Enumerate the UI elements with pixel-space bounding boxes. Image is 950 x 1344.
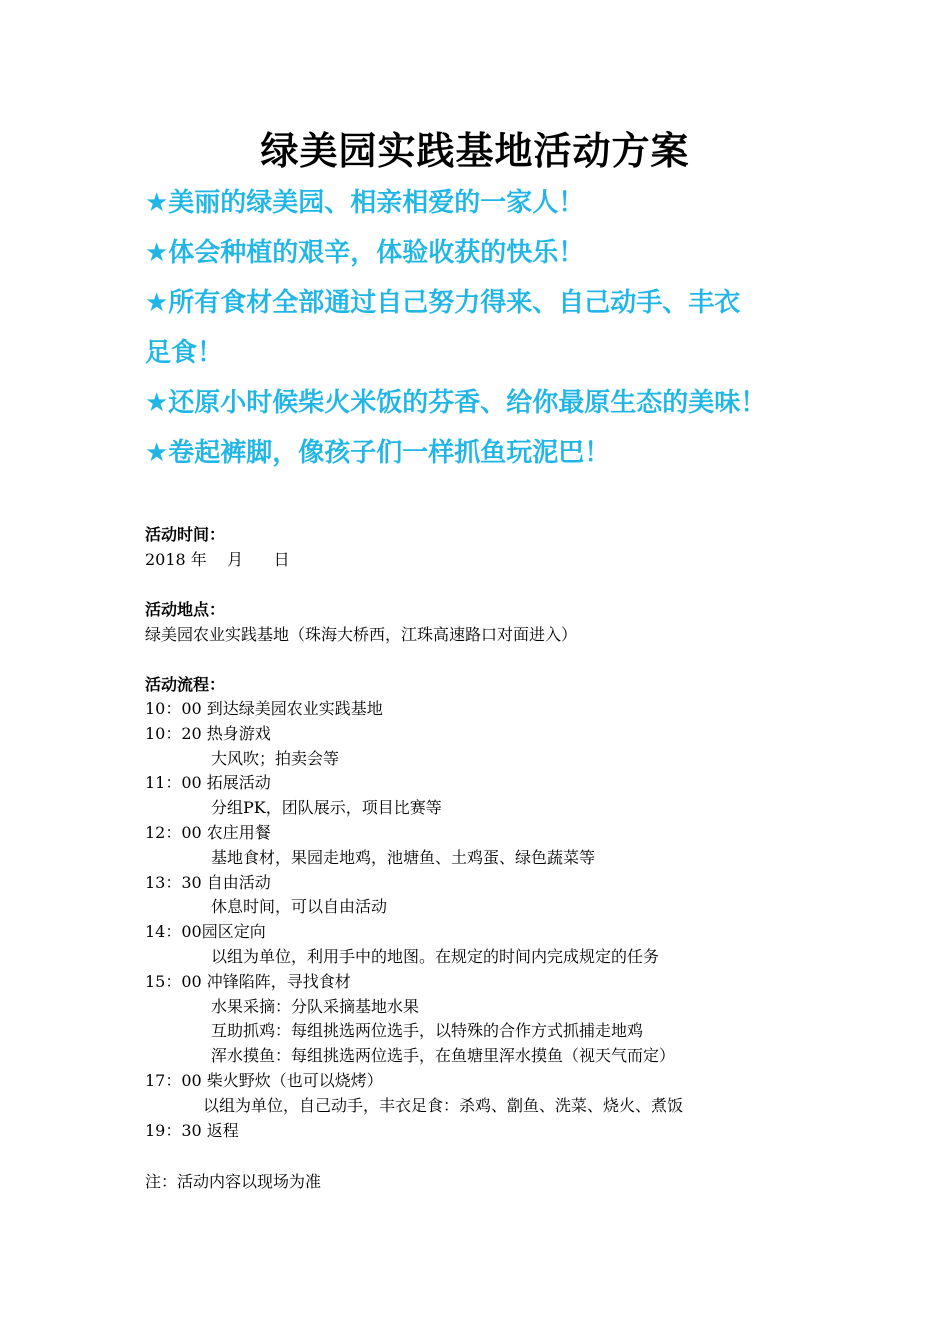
process-section: [145, 672, 845, 1143]
schedule-row: 10：20 热身游戏: [145, 723, 271, 743]
slogan-line: ★体会种植的艰辛，体验收获的快乐！: [145, 238, 585, 268]
slogan-line: ★还原小时候柴火米饭的芬香、给你最原生态的美味！: [145, 388, 767, 418]
process-label: 活动流程：: [145, 675, 226, 694]
slogan-line: 足食！: [145, 338, 224, 368]
schedule-row: 13：30 自由活动: [145, 872, 271, 892]
schedule-detail: 浑水摸鱼：每组挑选两位选手，在鱼塘里浑水摸鱼（视天气而定）: [211, 1046, 676, 1066]
schedule-detail: 互助抓鸡：每组挑选两位选手，以特殊的合作方式抓捕走地鸡: [211, 1021, 644, 1041]
schedule-row: 11：00 拓展活动: [145, 773, 271, 793]
note-text: 注：活动内容以现场为准: [145, 1172, 322, 1191]
slogan-line: ★美丽的绿美园、相亲相爱的一家人！: [145, 188, 585, 218]
time-section: [145, 522, 845, 572]
time-label: 活动时间：: [145, 525, 226, 544]
schedule-row: 19：30 返程: [145, 1120, 239, 1140]
place-value: 绿美园农业实践基地（珠海大桥西，江珠高速路口对面进入）: [145, 625, 578, 644]
schedule-detail: 分组PK，团队展示，项目比赛等: [211, 798, 442, 818]
schedule-row: 10：00 到达绿美园农业实践基地: [145, 699, 383, 718]
place-section: [145, 597, 845, 647]
schedule-row: 15：00 冲锋陷阵，寻找食材: [145, 971, 351, 991]
document-title: 绿美园实践基地活动方案: [260, 129, 690, 173]
schedule-detail: 休息时间，可以自由活动: [211, 897, 388, 917]
slogan-line: ★卷起裤脚，像孩子们一样抓鱼玩泥巴！: [145, 438, 611, 468]
schedule-detail: 水果采摘：分队采摘基地水果: [211, 996, 420, 1016]
schedule-detail: 大风吹；拍卖会等: [211, 748, 340, 768]
schedule-detail: 基地食材，果园走地鸡，池塘鱼、土鸡蛋、绿色蔬菜等: [211, 847, 596, 867]
schedule-row: 17：00 柴火野炊（也可以烧烤）: [145, 1070, 383, 1090]
place-label: 活动地点：: [145, 600, 226, 619]
schedule-row: 14：00园区定向: [145, 922, 266, 942]
note-section: [145, 1169, 845, 1194]
schedule-list: [145, 697, 845, 1143]
schedule-detail: 以组为单位，利用手中的地图。在规定的时间内完成规定的任务: [211, 946, 660, 966]
schedule-detail: 以组为单位，自己动手，丰衣足食：杀鸡、劏鱼、洗菜、烧火、煮饭: [203, 1095, 684, 1115]
time-value: 2018 年 月 日: [145, 550, 290, 569]
slogan-line: ★所有食材全部通过自己努力得来、自己动手、丰衣: [145, 288, 741, 318]
schedule-row: 12：00 农庄用餐: [145, 822, 271, 842]
slogan-list: [145, 178, 825, 478]
